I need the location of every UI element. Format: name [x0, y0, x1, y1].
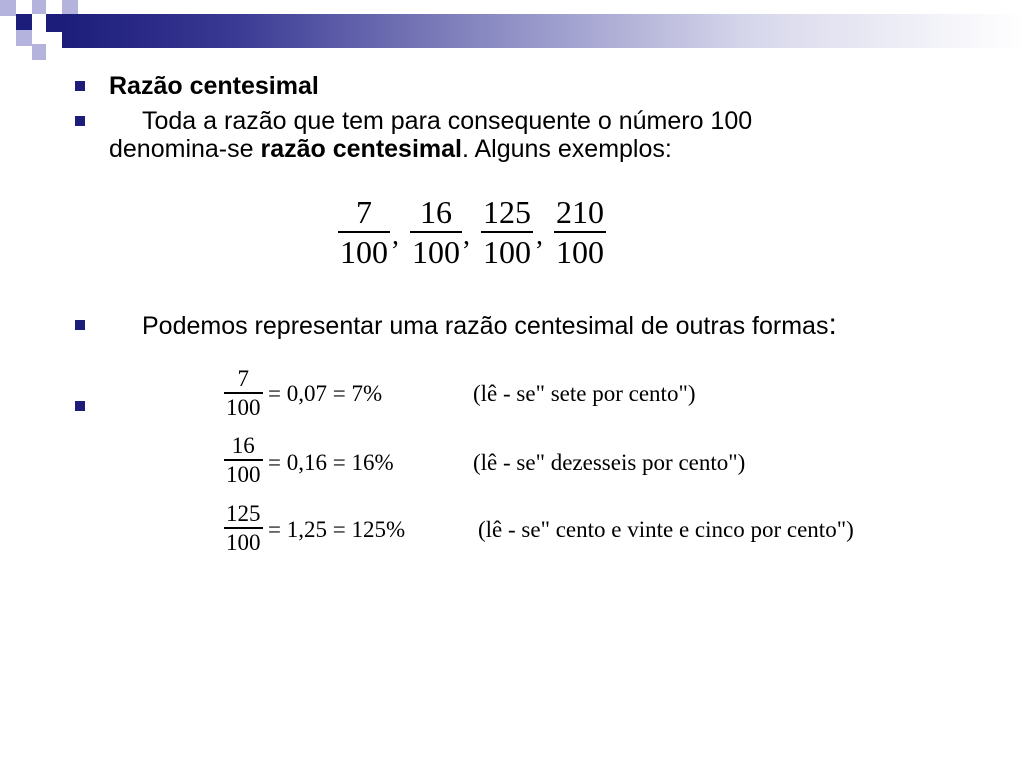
fraction-bar — [224, 527, 263, 529]
decor-square — [32, 0, 46, 14]
fraction-bar — [481, 231, 533, 233]
example-fraction — [481, 196, 533, 268]
representation-expression: = 1,25 = 125% — [268, 517, 406, 542]
separator-comma: , — [536, 220, 543, 251]
fraction-denominator: 100 — [412, 234, 460, 270]
separator-comma: , — [392, 220, 399, 251]
fraction-bar — [410, 231, 462, 233]
fraction-denominator: 100 — [226, 395, 261, 420]
definition-prefix: denomina-se — [109, 135, 261, 163]
fraction-denominator: 100 — [483, 234, 531, 270]
decor-square — [32, 44, 46, 60]
bullet-marker — [75, 81, 85, 91]
representation-fraction — [224, 502, 263, 554]
representation-fraction — [224, 367, 263, 419]
fraction-bar — [338, 231, 390, 233]
representation-sentence: Podemos representar uma razão centesimal de outras formas — [142, 312, 829, 340]
decor-square — [16, 14, 32, 30]
representation-expression: = 0,16 = 16% — [268, 450, 394, 475]
fraction-denominator: 100 — [226, 530, 261, 555]
representation-reading: (lê - se" cento e vinte e cinco por cento") — [478, 517, 854, 542]
representation-fraction — [224, 434, 263, 486]
fraction-denominator: 100 — [226, 462, 261, 487]
fraction-bar — [554, 231, 606, 233]
bullet-marker — [75, 320, 85, 330]
fraction-denominator: 100 — [556, 234, 604, 270]
example-fraction — [338, 196, 390, 268]
fraction-numerator: 16 — [420, 194, 452, 230]
representation-colon: : — [828, 308, 837, 341]
representation-reading: (lê - se" sete por cento") — [473, 381, 696, 406]
fraction-numerator: 210 — [556, 194, 604, 230]
decor-square — [0, 0, 16, 16]
representation-reading: (lê - se" dezesseis por cento") — [473, 450, 746, 475]
heading-razao-centesimal: Razão centesimal — [109, 72, 319, 100]
representation-expression: = 0,07 = 7% — [268, 381, 383, 406]
definition-line-1: Toda a razão que tem para consequente o número 100 — [142, 107, 753, 135]
fraction-numerator: 16 — [231, 433, 255, 458]
example-fraction — [410, 196, 462, 268]
example-fraction — [554, 196, 606, 268]
fraction-numerator: 7 — [237, 366, 249, 391]
bullet-marker — [75, 401, 85, 411]
fraction-bar — [224, 392, 263, 394]
separator-comma: , — [463, 220, 470, 251]
decor-square — [62, 0, 78, 14]
representation-text — [142, 309, 837, 342]
decor-square — [16, 30, 32, 46]
definition-line-2 — [109, 133, 672, 165]
fraction-denominator: 100 — [340, 234, 388, 270]
fraction-numerator: 7 — [356, 194, 372, 230]
fraction-numerator: 125 — [483, 194, 531, 230]
fraction-bar — [224, 459, 263, 461]
bullet-marker — [75, 116, 85, 126]
definition-bold-term: razão centesimal — [260, 135, 462, 163]
fraction-numerator: 125 — [226, 501, 261, 526]
title-bar-gradient — [62, 14, 1024, 48]
decor-square — [46, 14, 62, 32]
definition-suffix: . Alguns exemplos: — [461, 135, 672, 163]
